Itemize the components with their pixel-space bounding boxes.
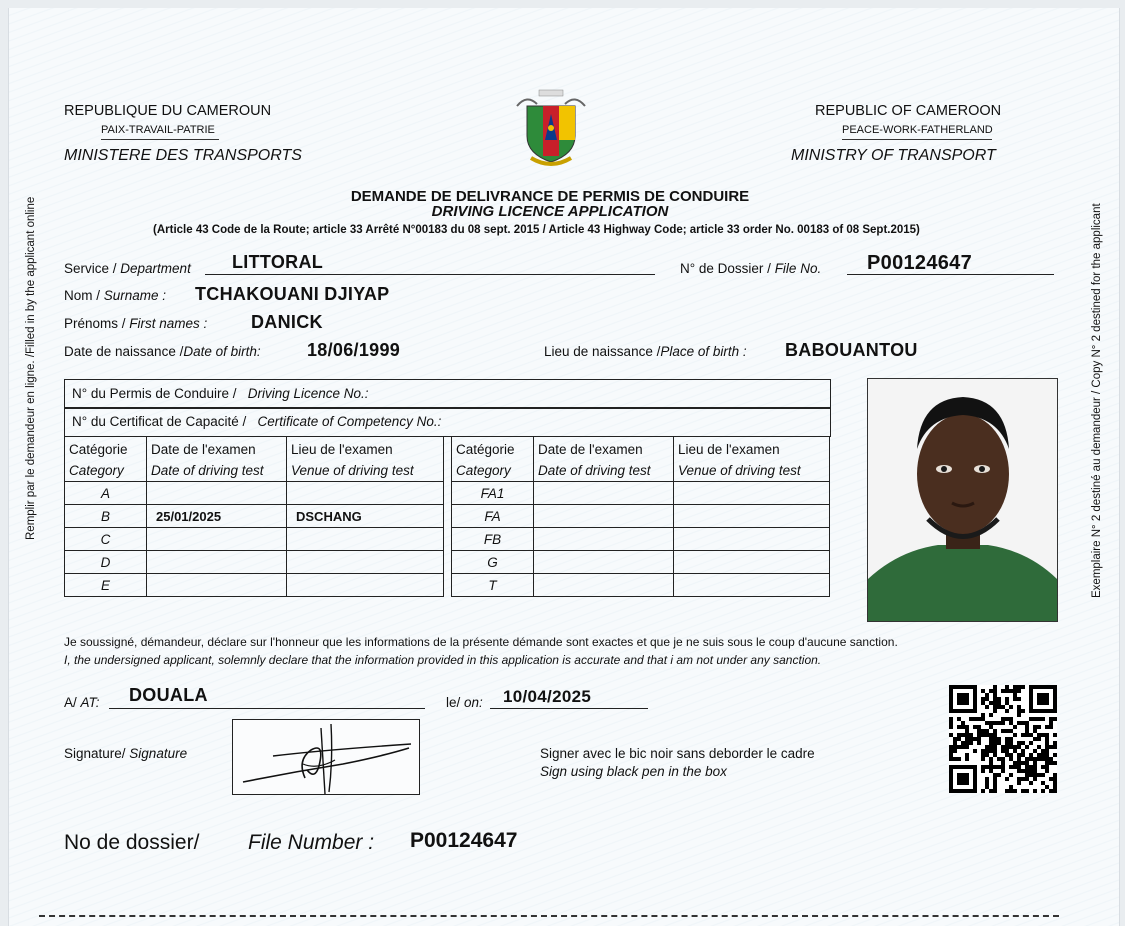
header-right-country: REPUBLIC OF CAMEROON [815,103,1002,119]
signature-label: Signature/ Signature [64,746,188,761]
dob-value: 18/06/1999 [307,340,401,360]
table-row [452,505,830,528]
category-cell: E [65,574,147,597]
certificate-label: N° du Certificat de Capacité / Certificate of Competency No.: [72,414,442,429]
date-cell [534,574,674,597]
category-cell: B [65,505,147,528]
category-cell: A [65,482,147,505]
date-cell [147,528,287,551]
pob-label: Lieu de naissance /Place of birth : [544,344,747,359]
category-table-right [451,436,830,597]
category-cell: D [65,551,147,574]
table-row [452,528,830,551]
table-row [65,528,444,551]
category-cell: FB [452,528,534,551]
table-row [65,551,444,574]
table-row [65,505,444,528]
side-text-right: Exemplaire N° 2 destiné au demandeur / Copy N° 2 destined for the applicant [1091,203,1103,598]
header-category: Catégorie Category [452,437,534,482]
venue-cell [674,574,830,597]
declaration-fr: Je soussigné, démandeur, déclare sur l'honneur que les informations de la présente démande sont exactes et que je ne suis sous le coup d'aucune sanction. [64,635,898,649]
venue-cell: DSCHANG [287,505,444,528]
qr-code-graphic [949,685,1057,793]
header-right-rule [842,139,992,140]
venue-cell [287,482,444,505]
firstnames-value: DANICK [251,312,323,332]
qr-code [949,685,1057,793]
category-cell: G [452,551,534,574]
signature-drawing [233,720,419,794]
cut-line [39,915,1059,917]
certificate-box [64,407,831,437]
side-text-left: Remplir par le demandeur en ligne. /Filled in by the applicant online [25,196,37,540]
venue-cell [674,505,830,528]
header-category: Catégorie Category [65,437,147,482]
on-underline [490,708,648,709]
file-number-label: N° de Dossier / File No. [680,261,822,276]
date-cell: 25/01/2025 [147,505,287,528]
header-date: Date de l'examen Date of driving test [534,437,674,482]
table-row [65,482,444,505]
at-value: DOUALA [129,685,208,705]
form-article-reference: (Article 43 Code de la Route; article 33 Arrêté N°00183 du 08 sept. 2015 / Article 43 Highway Code; article 33 order No. 00183 of 08 Sept.2015) [153,224,920,236]
at-label: A/ AT: [64,695,100,710]
table-row [452,551,830,574]
footer-file-label-en: File Number : [248,831,375,854]
venue-cell [674,482,830,505]
coat-of-arms-emblem [509,84,593,170]
date-cell [147,482,287,505]
dob-label: Date de naissance /Date of birth: [64,344,261,359]
file-number-value: P00124647 [867,252,973,274]
application-form [8,8,1120,926]
date-cell [534,528,674,551]
header-venue: Lieu de l'examen Venue of driving test [287,437,444,482]
at-underline [109,708,425,709]
table-row [65,574,444,597]
form-title-fr: DEMANDE DE DELIVRANCE DE PERMIS DE CONDUIRE [350,188,750,205]
venue-cell [287,551,444,574]
on-label: le/ on: [446,695,483,710]
venue-cell [674,551,830,574]
category-cell: FA [452,505,534,528]
surname-label: Nom / Surname : [64,288,167,303]
signature-instruction-fr: Signer avec le bic noir sans deborder le cadre [540,746,815,761]
category-cell: T [452,574,534,597]
header-left-ministry: MINISTERE DES TRANSPORTS [64,147,302,164]
declaration-en: I, the undersigned applicant, solemnly declare that the information provided in this application is accurate and that i am not under any sanction. [64,653,822,667]
surname-value: TCHAKOUANI DJIYAP [195,284,390,304]
header-venue: Lieu de l'examen Venue of driving test [674,437,830,482]
category-table-left [64,436,444,597]
header-right-ministry: MINISTRY OF TRANSPORT [791,147,996,164]
service-value: LITTORAL [232,252,324,272]
table-header-row [452,437,830,482]
table-header-row [65,437,444,482]
venue-cell [287,528,444,551]
header-left-country: REPUBLIQUE DU CAMEROUN [64,103,272,119]
category-cell: C [65,528,147,551]
table-row [452,482,830,505]
date-cell [534,551,674,574]
licence-number-box [64,379,831,409]
table-row [452,574,830,597]
service-label: Service / Department [64,261,191,276]
service-underline [205,274,655,275]
header-left-rule [101,139,219,140]
venue-cell [287,574,444,597]
signature-box [232,719,420,795]
firstnames-label: Prénoms / First names : [64,316,208,331]
venue-cell [674,528,830,551]
date-cell [534,505,674,528]
category-cell: FA1 [452,482,534,505]
header-date: Date de l'examen Date of driving test [147,437,287,482]
date-cell [147,551,287,574]
header-left-motto: PAIX-TRAVAIL-PATRIE [101,124,215,136]
licence-number-label: N° du Permis de Conduire / Driving Licence No.: [72,386,369,401]
signature-instruction-en: Sign using black pen in the box [540,764,727,779]
date-cell [534,482,674,505]
form-title-en: DRIVING LICENCE APPLICATION [431,203,669,220]
footer-file-label-fr: No de dossier/ [64,831,200,854]
header-right-motto: PEACE-WORK-FATHERLAND [842,124,993,136]
date-cell [147,574,287,597]
applicant-photo [867,378,1058,622]
footer-file-value: P00124647 [410,829,518,852]
pob-value: BABOUANTOU [785,340,918,360]
on-value: 10/04/2025 [503,687,592,706]
